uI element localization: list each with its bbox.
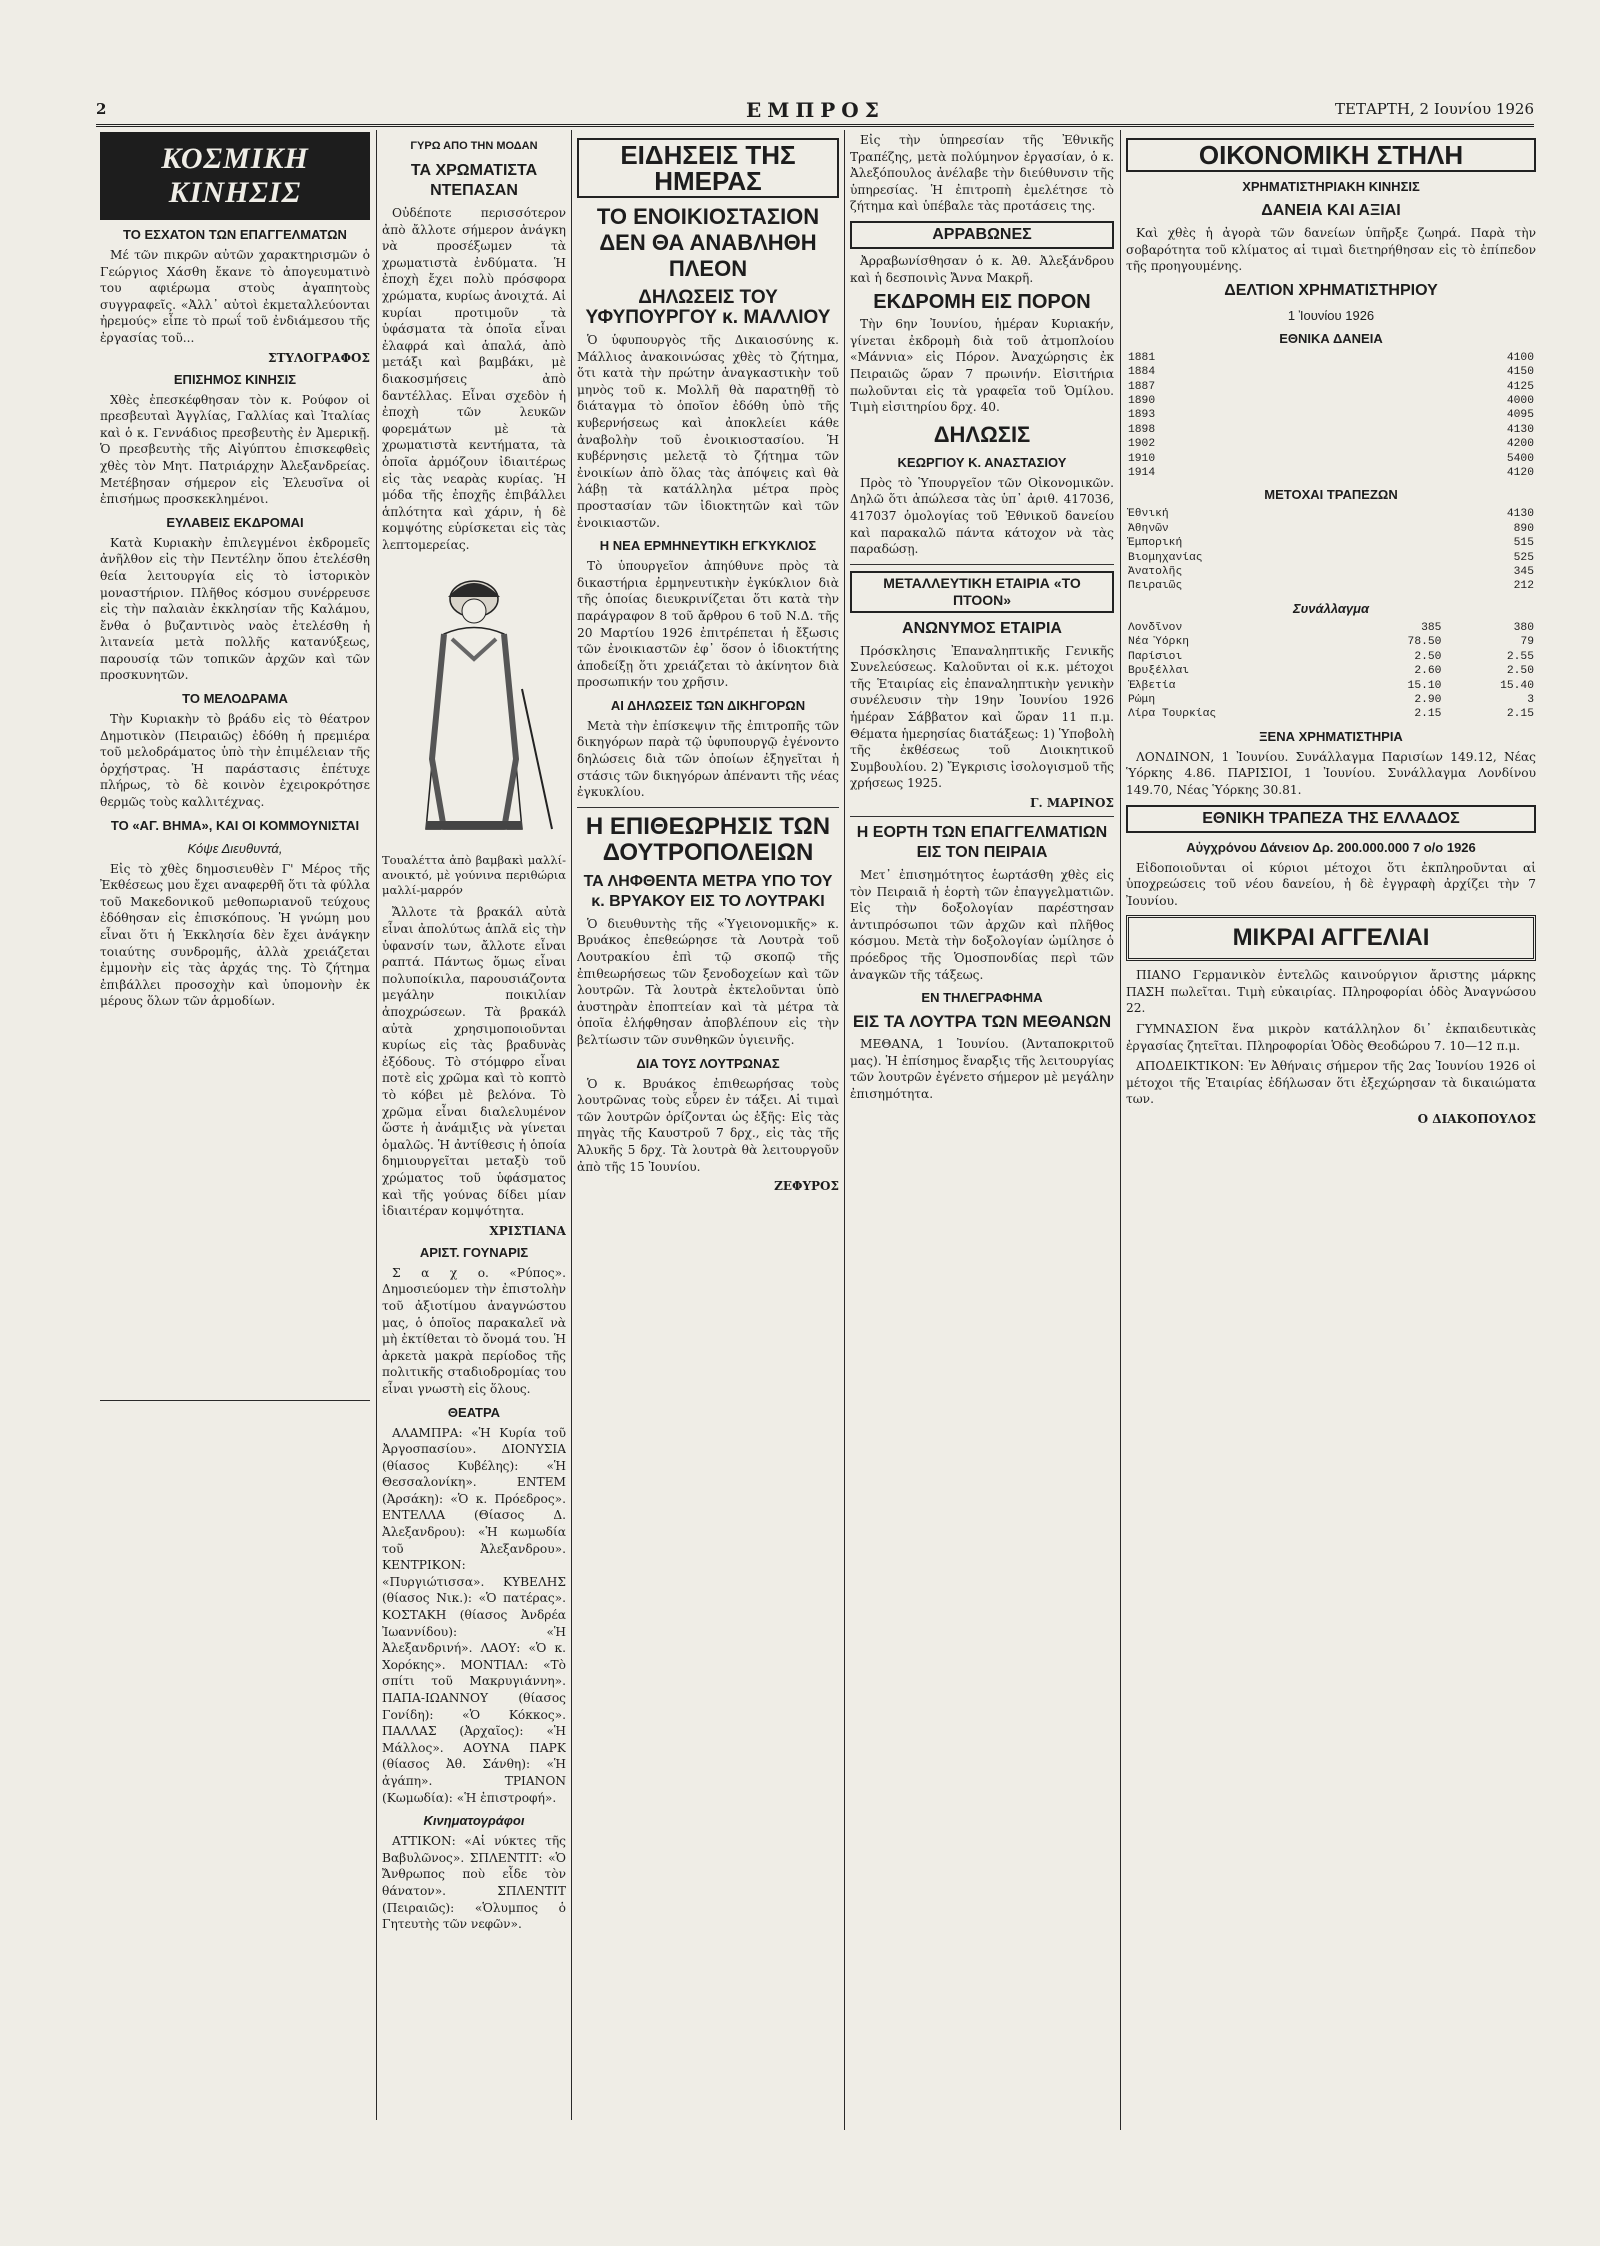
article-text: Εἰς τὴν ὑπηρεσίαν τῆς Ἐθνικῆς Τραπέζης, μετὰ πολύμηνον ἐργασίαν, ὁ κ. Ἀλεξόπουλος ἀνέλαβε τὴν διεύθυνσιν τῆς ὑπηρεσίας. Ἡ ἐπιτροπὴ ἐμελέτησε τὸ ζήτημα καὶ ὑπέβαλε τὰς προτάσεις της.: [850, 133, 1114, 214]
illustration-caption: Τουαλέττα ἀπὸ βαμβακὶ μαλλί-ανοικτό, μὲ γούνινα περιθώρια μαλλί-μαρρόν: [382, 853, 566, 898]
company-subtitle: ΑΝΩΝΥΜΟΣ ΕΤΑΙΡΙΑ: [902, 619, 1062, 637]
bank-notice-title: ΕΘΝΙΚΗ ΤΡΑΠΕΖΑ ΤΗΣ ΕΛΛΑΔΟΣ: [1126, 805, 1536, 833]
column-rule: [571, 130, 572, 2120]
loan-row: [1126, 423, 1536, 437]
article-title: ΤΟ ΕΣΧΑΤΟΝ ΤΩΝ ΕΠΑΓΓΕΛΜΑΤΩΝ: [123, 227, 347, 242]
article-title: ΧΡΗΜΑΤΙΣΤΗΡΙΑΚΗ ΚΙΝΗΣΙΣ: [1242, 179, 1420, 194]
bulletin-date: 1 Ἰουνίου 1926: [1287, 307, 1375, 323]
article-title: ΤΟ ΜΕΛΟΔΡΑΜΑ: [182, 691, 288, 707]
column-rule: [844, 130, 845, 2130]
bank-row: [1126, 551, 1536, 565]
table-cell: 4125: [1506, 380, 1534, 393]
article-text: ΜΕΘΑΝΑ, 1 Ἰουνίου. (Ἀνταποκριτοῦ μας). Ἡ ἐπίσημος ἔναρξις τῆς λειτουργίας τῶν λουτρῶν ἐγένετο σήμερον μὲ μεγάλην ἐπισημότητα.: [850, 1037, 1114, 1101]
exchange-row: [1126, 621, 1536, 635]
table-cell: 15.40: [1500, 679, 1534, 692]
article-text: Ὁ κ. Βρυάκος ἐπιθεωρήσας τοὺς λουτρῶνας τοὺς εὗρεν ἐν τάξει. Αἱ τιμαὶ τῶν λουτρῶν ὁρίζονται ὡς ἑξῆς: Εἰς τὰς πηγὰς τῆς Καυστροῦ 7 δρχ., εἰς τὰς τῆς Ἁλυκῆς 5 δρχ. Τὰ λουτρὰ θὰ λειτουργοῦν ἀπὸ τῆς 15 Ἰουνίου.: [577, 1076, 839, 1174]
fashion-figure-drawing: [382, 559, 566, 849]
table-cell: Ἑλβετία: [1128, 679, 1176, 692]
loan-row: [1126, 380, 1536, 394]
article-subheading: Η ΝΕΑ ΕΡΜΗΝΕΥΤΙΚΗ ΕΓΚΥΚΛΙΟΣ: [599, 538, 817, 554]
classified-ad: ΠΙΑΝΟ Γερμανικὸν ἐντελῶς καινούργιον ἄριστης μάρκης ΠΑΣΗ πωλεῖται. Τιμὴ εὐκαιρίας. Πληροφορίαι ὁδὸς Ἀναγνώσου 22.: [1126, 968, 1536, 1016]
article-subheading: ΕΝ ΤΗΛΕΓΡΑΦΗΜΑ: [921, 990, 1043, 1006]
subheadline: ΤΑ ΛΗΦΘΕΝΤΑ ΜΕΤΡΑ ΥΠΟ ΤΟΥ κ. ΒΡΥΑΚΟΥ ΕΙΣ ΤΟ ΛΟΥΤΡΑΚΙ: [583, 872, 833, 910]
article-text: Μετὰ τὴν ἐπίσκεψιν τῆς ἐπιτροπῆς τῶν δικηγόρων παρὰ τῷ ὑφυπουργῷ ἐγένοντο δηλώσεις διὰ τῶν ὁποίων ἐξηγεῖται ἡ στάσις τῶν δικηγόρων ἀπέναντι τῆς νέας ἐγκυκλίου.: [577, 718, 839, 800]
exchange-table: [1126, 621, 1536, 722]
article-title: ΕΥΛΑΒΕΙΣ ΕΚΔΡΟΜΑΙ: [166, 514, 304, 530]
table-cell: 15.10: [1407, 679, 1442, 692]
article-subheading: ΑΙ ΔΗΛΩΣΕΙΣ ΤΩΝ ΔΙΚΗΓΟΡΩΝ: [610, 697, 806, 713]
classified-ad: ΓΥΜΝΑΣΙΟΝ ἕνα μικρὸν κατάλληλον δι᾽ ἐκπαιδευτικὰς ἐργασίας ζητεῖται. Πληροφορίαι Ὁδὸς Θεοδώρου 7. 10—12 π.μ.: [1126, 1022, 1536, 1053]
article-title: Η ΕΟΡΤΗ ΤΩΝ ΕΠΑΓΓΕΛΜΑΤΙΩΝ ΕΙΣ ΤΟΝ ΠΕΙΡΑΙΑ: [856, 824, 1108, 862]
table-cell: 890: [1513, 522, 1534, 535]
notice-text: Ἀρραβωνίσθησαν ὁ κ. Ἀθ. Ἀλεξάνδρου καὶ ἡ δεσποινὶς Ἄννα Μακρῆ.: [850, 253, 1114, 285]
table-cell: 1910: [1128, 452, 1156, 465]
article-text: Ὁ διευθυντὴς τῆς «Ὑγειονομικῆς» κ. Βρυάκος ἐπεθεώρησε τὰ Λουτρὰ τοῦ Λουτρακίου ἐπὶ τῷ σκοπῷ τῆς ἐπιθεωρήσεως τῶν ξενοδοχείων καὶ τῶν λουτρῶν. Τὰ λουτρὰ ἐκτελοῦνται ὑπὸ ἀυστηρὰν ἐποπτείαν καὶ τὰ μέτρα τὰ ὁποῖα ἐλήφθησαν ἀποβλέπουν εἰς τὴν βελτίωσιν τῶν συνθηκῶν ὑγιεινῆς.: [577, 916, 839, 1047]
section-title-news: ΕΙΔΗΣΕΙΣ ΤΗΣ ΗΜΕΡΑΣ: [577, 138, 839, 198]
table-cell: Λονδῖνον: [1128, 621, 1183, 634]
table-cell: 4095: [1506, 409, 1534, 422]
table-cell: 2.60: [1414, 665, 1442, 678]
loan-row: [1126, 351, 1536, 365]
table-cell: 4130: [1506, 508, 1534, 521]
article-signature: ΧΡΙΣΤΙΑΝΑ: [489, 1223, 566, 1238]
loan-row: [1126, 365, 1536, 379]
table-cell: Βιομηχανίας: [1128, 551, 1203, 564]
bank-notice-text: Εἰδοποιοῦνται οἱ κύριοι μέτοχοι ὅτι ἐκπληροῦνται αἱ ὑποχρεώσεις τοῦ νέου δανείου, ἡ δὲ ἐγγραφὴ ἀρχίζει τὴν 7 Ἰουνίου.: [1126, 860, 1536, 908]
table-cell: Λίρα Τουρκίας: [1128, 708, 1217, 721]
table-cell: 1898: [1128, 423, 1156, 436]
table-cell: 79: [1520, 636, 1534, 649]
theatre-listings: ΑΛΑΜΠΡΑ: «Ἡ Κυρία τοῦ Ἀργοσπασίου». ΔΙΟΝΥΣΙΑ (θίασος Κυβέλης): «Ἡ Θεσσαλονίκη». ΕΝΤΕΜ (Ἀρσάκη): «Ὁ κ. Πρόεδρος». ΕΝΤΕΛΛΑ (Θίασος Δ. Ἀλεξανδρου): «Ἡ κωμωδία τοῦ Ἀλεξανδρου». ΚΕΝΤΡΙΚΟΝ: «Πυργιώτισσα». ΚΥΒΕΛΗΣ (θίασος Νικ.): «Ὁ πατέρας». ΚΟΣΤΑΚΗ (θίασος Ἀνδρέα Ἰωαννίδου): «Ἡ Ἀλεξανδρινή». ΛΑΟΥ: «Ὁ κ. Χορόκης». ΜΟΝΤΙΑΛ: «Τὸ σπίτι τοῦ Μακρυγιάννη». ΠΑΠΑ-ΙΩΑΝΝΟΥ (θίασος Γονίδη): «Ὁ Κόκκος». ΠΑΛΛΑΣ (Ἀρχαῖος): «Ἡ Μάλλος». ΑΟΥΝΑ ΠΑΡΚ (θίασος Ἀθ. Σάνθη): «Ἡ ἀγάπη». ΤΡΙΑΝΟΝ (Κωμωδία): «Ἡ ἐπιστροφή».: [382, 1425, 566, 1805]
article-signature: ΣΤΥΛΟΓΡΑΦΟΣ: [268, 350, 370, 365]
exchange-row: [1126, 664, 1536, 678]
exchange-row: [1126, 679, 1536, 693]
loans-table: [1126, 351, 1536, 481]
theatre-title: ΘΕΑΤΡΑ: [447, 1404, 501, 1420]
article-text: Ὁ ὑφυπουργὸς τῆς Δικαιοσύνης κ. Μάλλιος ἀνακοινώσας χθὲς τὸ ζήτημα, ὅτι κατὰ τὴν πρώτην ἀναγκαστικὴν τοῦ μηνὸς τοῦ κ. Μολλῆ θὰ παρατηθῇ τὸ διάταγμα τὸ ὁποῖον ἐδόθη ὑπὸ τῆς κυβερνήσεως καὶ ἀποκλείει κάθε ἀναβολὴν τοῦ ἐνοικιοστασίου. Ἡ κυβέρνησις μελετᾷ τὸ ζήτημα τῶν ἐνοικίων ἀπὸ ὅλας τὰς ἀπόψεις καὶ θὰ λάβῃ τὰ κατάλληλα μέτρα πρὸς προστασίαν τῶν ἰδιοκτητῶν καὶ τῶν ἐνοικιαστῶν.: [577, 333, 839, 530]
bank-row: [1126, 507, 1536, 521]
table-cell: 525: [1513, 551, 1534, 564]
article-text: Μέ τῶν πικρῶν αὐτῶν χαρακτηρισμῶν ὁ Γεώργιος Χάσθη ἔκανε τὸ ἀπογευματινὸ του αφιέρωμα στοὺς ἀγαπητοὺς συγγραφεῖς. «Ἀλλ᾽ αὐτοὶ ἐκμεταλλεύονται ἠρεμούς» εἶπε τὸ πρωΐ τοῦ ἐνδιάμεσου τῆς ἐργασίας τοῦ...: [100, 248, 370, 345]
table-cell: 1887: [1128, 380, 1156, 393]
article-title: ΕΙΣ ΤΑ ΛΟΥΤΡΑ ΤΩΝ ΜΕΘΑΝΩΝ: [852, 1012, 1112, 1032]
bank-row: [1126, 565, 1536, 579]
headline: ΤΟ ΕΝΟΙΚΙΟΣΤΑΣΙΟΝ ΔΕΝ ΘΑ ΑΝΑΒΛΗΘΗ ΠΛΕΟΝ: [596, 204, 820, 281]
table-cell: Ἐμπορική: [1128, 537, 1183, 550]
table-cell: Ἐθνική: [1128, 508, 1169, 521]
table-cell: 1914: [1128, 467, 1156, 480]
column-economy: [1126, 132, 1536, 2122]
exchange-row: [1126, 707, 1536, 721]
notice-title: ΑΡΡΑΒΩΝΕΣ: [850, 221, 1114, 249]
table-cell: 4120: [1506, 467, 1534, 480]
loan-row: [1126, 394, 1536, 408]
table-cell: Νέα Ὑόρκη: [1128, 636, 1190, 649]
article-kicker: ΓΥΡΩ ΑΠΟ ΤΗΝ ΜΟΔΑΝ: [410, 140, 538, 152]
article-text: Οὐδέποτε περισσότερον ἀπὸ ἄλλοτε σήμερον ἀνάγκη νὰ προσέξωμεν τὰ χρωματιστὰ ἐνδύματα. Ἡ ἐποχὴ ἔχει πολὺ πρόσφορα χρώματα, κυρίως ἀνοιχτά. Αἱ κυρίαι προτιμοῦν τὰ ὑφάσματα τὰ ὁποῖα εἶναι ἐλαφρά καὶ ἁπαλά, ἀπὸ μετάξι καὶ βαμβάκι, μὲ διακοσμήσεις ἀπὸ δαντέλλας. Εἶναι σχεδὸν ἡ ἐποχὴ τῶν λευκῶν φορεμάτων μὲ τὰ χρωματιστὰ κεντήματα, τὰ ὁποῖα ἀρμόζουν ἰδιαιτέρως εἰς τὰς νεαρὰς κυρίας. Ἡ μόδα τῆς ἐποχῆς ἐπιβάλλει ἁπλότητα καὶ χάριν, ἡ δὲ κομψότης εὑρίσκεται εἰς τὰς λεπτομερείας.: [382, 206, 566, 552]
table-cell: 4000: [1506, 395, 1534, 407]
column-rule: [1120, 130, 1121, 2130]
article-text: Τὴν Κυριακὴν τὸ βράδυ εἰς τὸ θέατρον Δημοτικὸν (Πειραιῶς) ἐδόθη ἡ πρεμιέρα τοῦ μελοδράματος ὑπὸ τὴν ἐπιμέλειαν τῆς ὀρχήστρας. Ἡ παράστασις ἐπέτυχε πλήρως, τὸ δὲ κοινὸν ἐχειροκρότησε θερμῶς τοὺς καλλιτέχνας.: [100, 712, 370, 810]
table-cell: 1893: [1128, 409, 1156, 422]
table-cell: 2.55: [1506, 650, 1534, 663]
classified-title: ΜΙΚΡΑΙ ΑΓΓΕΛΙΑΙ: [1126, 915, 1536, 961]
fashion-illustration: [382, 559, 566, 849]
article-title: ΕΠΙΣΗΜΟΣ ΚΙΝΗΣΙΣ: [173, 371, 297, 387]
banks-table: [1126, 507, 1536, 593]
loan-row: [1126, 408, 1536, 422]
table-cell: Παρίσιοι: [1128, 650, 1183, 663]
notice-signature: Γ. ΜΑΡΙΝΟΣ: [1029, 796, 1114, 811]
table-cell: 2.50: [1506, 665, 1534, 678]
table-cell: 2.15: [1414, 708, 1442, 721]
article-text: Σ α χ ο. «Ρύπος». Δημοσιεύομεν τὴν ἐπιστολὴν τοῦ ἀξιοτίμου ἀναγνώστου μας, ὁ ὁποῖος παρακαλεῖ νὰ μὴ ἐκτίθεται τὸ ὄνομά του. Ἡ ἀρκετὰ μακρὰ περίοδος τῆς πολιτικῆς σταδιοδρομίας του εἶναι γνωστὴ εἰς ὅλους.: [382, 1265, 566, 1396]
notice-text: Τὴν 6ην Ἰουνίου, ἡμέραν Κυριακήν, γίνεται ἐκδρομὴ διὰ τοῦ ἀτμοπλοίου «Μάννια» εἰς Πόρον. Ἀναχώρησις ἐκ Πειραιῶς ὥραν 7 πρωινήν. Εἰσιτήρια πωλοῦνται εἰς τὰ γραφεῖα τοῦ Ὁμίλου. Τιμὴ εἰσιτηρίου δρχ. 40.: [850, 317, 1114, 415]
table-heading: ΜΕΤΟΧΑΙ ΤΡΑΠΕΖΩΝ: [1264, 487, 1398, 503]
table-cell: Ἀνατολῆς: [1128, 566, 1183, 579]
masthead: [96, 98, 1534, 127]
classified-signature: Ο ΔΙΑΚΟΠΟΥΛΟΣ: [1417, 1112, 1536, 1127]
article-text: Μετ᾽ ἐπισημότητος ἑωρτάσθη χθὲς εἰς τὸν Πειραιᾶ ἡ ἑορτὴ τῶν ἐπαγγελματιῶν. Εἰς τὴν δοξολογίαν παρέστησαν ἀντιπρόσωποι τῶν ἀρχῶν καὶ πλῆθος κόσμου. Μετὰ τὴν δοξολογίαν ὡμίλησε ὁ πρόεδρος τῆς Ὁμοσπονδίας περὶ τῶν ἀναγκῶν τῆς τάξεως.: [850, 868, 1114, 982]
divider: [577, 807, 839, 808]
page-number: 2: [96, 100, 107, 118]
article-subtitle: ΔΑΝΕΙΑ ΚΑΙ ΑΞΙΑΙ: [1261, 202, 1401, 219]
column-news: [577, 132, 839, 2122]
loan-row: [1126, 452, 1536, 466]
notice-title: ΔΗΛΩΣΙΣ: [933, 421, 1031, 447]
table-heading: Συνάλλαγμα: [1292, 600, 1370, 616]
article-text: Ἄλλοτε τὰ βρακάλ αὐτὰ εἶναι ἀπολύτως ἁπλᾶ εἰς τὴν ὑφανσίν των, ἄλλοτε εἶναι ραπτά. Πάντως ὅμως εἶναι πολυποίκιλα, παρουσιάζοντα μεγάλην ποικιλίαν ἀποχρώσεων. Τὰ βρακάλ αὐτὰ χρησιμοποιοῦνται κυρίως εἰς τὰς βραδυνὰς ἐξόδους. Τὸ στόμφρο εἶναι ποτὲ εἰς χρῶμα καὶ τὸ κοπτὸ τὸ κόβει μὲ βελόνα. Τὸ χρῶμα εἶναι διαλελυμένον ὥστε ἡ ἀνάμιξις νὰ γίνεται ὁμαλῶς. Ἡ ἀντίθεσις ἡ ὁποία δημιουργεῖται μεταξὺ τοῦ χρώματος τοῦ ὑφάσματος καὶ τῆς γούνας δίδει μίαν ἰδιαιτέραν κομψότητα.: [382, 905, 566, 1219]
article-title: ΤΑ ΧΡΩΜΑΤΙΣΤΑ ΝΤΕΠΑΣΑΝ: [410, 162, 538, 199]
cinema-listings: ΑΤΤΙΚΟΝ: «Αἱ νύκτες τῆς Βαβυλῶνος». ΣΠΛΕΝΤΙΤ: «Ὁ Ἄνθρωπος ποὺ εἶδε τὸν θάνατον». ΣΠΛΕΝΤΙΤ (Πειραιῶς): «Ὁλυμπος ὁ Γητευτὴς τῶν νεφῶν».: [382, 1834, 566, 1932]
table-cell: Ἀθηνῶν: [1128, 522, 1169, 535]
article-text: Καὶ χθὲς ἡ ἀγορὰ τῶν δανείων ὑπῆρξε ζωηρά. Παρὰ τὴν σοβαρότητα τοῦ κλίματος αἱ τιμαὶ διετηρήθησαν εἰς τὸ ἐπίπεδον τῆς προηγουμένης.: [1126, 226, 1536, 274]
article-title: ΞΕΝΑ ΧΡΗΜΑΤΙΣΤΗΡΙΑ: [1259, 728, 1403, 744]
article-subtitle: Κόψε Διευθυντά,: [187, 840, 283, 856]
bank-row: [1126, 579, 1536, 593]
table-cell: 4130: [1506, 423, 1534, 436]
article-text: Κατὰ Κυριακὴν ἐπιλεγμένοι ἐκδρομεῖς ἀνῆλθον εἰς τὴν Πεντέλην ὅπου ἐτελέσθη θεία λειτουργία εἰς τὸ ἱστορικὸν μοναστήριον. Πλῆθος κόσμου συνέρρευσε εἰς τὴν παλαιὰν ἐκκλησίαν τῆς Καλάμου, ἔνθα ὁ βυζαντινὸς ναὸς ἐτελέσθη ἡ λιτανεία μετὰ πολλῆς κατανύξεως, παρουσίᾳ τῶν τοπικῶν ἀρχῶν καὶ τῶν προσκυνητῶν.: [100, 535, 370, 683]
column-society: [100, 132, 370, 2112]
table-cell: 1890: [1128, 395, 1156, 407]
notice-text: Πρὸς τὸ Ὑπουργεῖον τῶν Οἰκονομικῶν. Δηλῶ ὅτι ἀπώλεσα τὰς ὑπ᾽ ἀριθ. 417036, 417037 ὁμολογίας τοῦ Ἐθνικοῦ δανείου καὶ παρακαλῶ πάντα κάτοχον νὰ τὰς παραδώσῃ.: [850, 475, 1114, 557]
bank-notice-subtitle: Αὐγχρόνου Δάνειον Δρ. 200.000.000 7 ο/ο 1926: [1186, 839, 1476, 855]
column-fashion: [382, 132, 566, 2112]
divider: [850, 564, 1114, 565]
article-text: Εἰς τὸ χθὲς δημοσιευθὲν Γ' Μέρος τῆς Ἐκθέσεως μου ἔχει αναφερθῆ ὅτι τὰ φύλλα τοῦ Μακεδονικοῦ μεθοπωριανοῦ τεύχους ἐδόθησαν εἰς ἐπισκόπους. Ἡ γνώμη μου εἶναι ὅτι ἡ Ἐκκλησία δὲν ἔχει ἀνάγκην τοιαύτης συνδρομῆς, ἀλλὰ χρειάζεται ἐμμονὴν εἰς τὰς ἀρχάς της. Τὸ ζήτημα ἐπιβάλλει προσοχὴν καὶ ὑπομονὴν ἐκ μέρους ὅλων τῶν ἁρμοδίων.: [100, 861, 370, 1009]
section-title-economy: ΟΙΚΟΝΟΜΙΚΗ ΣΤΗΛΗ: [1126, 138, 1536, 172]
issue-date: ΤΕΤΑΡΤΗ, 2 Ιουνίου 1926: [1335, 100, 1534, 118]
column-rule: [376, 130, 377, 2120]
table-cell: 515: [1513, 537, 1534, 550]
table-cell: 4150: [1506, 366, 1534, 379]
newspaper-name: ΕΜΠΡΟΣ: [746, 98, 885, 122]
table-heading: ΕΘΝΙΚΑ ΔΑΝΕΙΑ: [1279, 330, 1383, 346]
exchange-row: [1126, 650, 1536, 664]
table-cell: 4100: [1506, 351, 1534, 364]
subheadline: ΔΗΛΩΣΕΙΣ ΤΟΥ ΥΦΥΠΟΥΡΓΟΥ κ. ΜΑΛΛΙΟΥ: [585, 287, 831, 328]
table-cell: 1902: [1128, 438, 1156, 451]
article-title: ΤΟ «ΑΓ. ΒΗΜΑ», ΚΑΙ ΟΙ ΚΟΜΜΟΥΝΙΣΤΑΙ: [110, 817, 360, 833]
table-cell: 1884: [1128, 366, 1156, 379]
company-notice-text: Πρόσκλησις Ἐπαναληπτικῆς Γενικῆς Συνελεύσεως. Καλοῦνται οἱ κ.κ. μέτοχοι τῆς Ἑταιρίας εἰς ἐπαναληπτικὴν γενικὴν συνέλευσιν τὴν 19ην Ἰουνίου 1926 ἡμέραν Σάββατον καὶ ὥραν 11 π.μ. Θέματα ἡμερησίας διατάξεως: 1) Ὑποβολὴ τῆς ἐκθέσεως τοῦ Διοικητικοῦ Συμβουλίου. 2) Ἔγκρισις ἰσολογισμοῦ τῆς χρήσεως 1925.: [850, 643, 1114, 791]
table-cell: 1881: [1128, 351, 1156, 364]
notice-subtitle: ΚΕΩΡΓΙΟΥ Κ. ΑΝΑΣΤΑΣΙΟΥ: [897, 454, 1067, 470]
table-cell: 2.90: [1414, 693, 1442, 706]
article-text: Χθὲς ἐπεσκέφθησαν τὸν κ. Ρούφον οἱ πρεσβευταὶ Ἀγγλίας, Γαλλίας καὶ Ἰταλίας καὶ ὁ κ. Γεννάδιος πρεσβευτὴς ἐν Ἀμερικῇ. Ὁ πρεσβευτὴς τῆς Αἰγύπτου ἐπισκεφθεὶς χθὲς τὸν Μητ. Πατριάρχην Ἀλεξανδρείας. Μετέβησαν σήμερον εἰς Ἐλευσῖνα οἱ ἐπισήμως προσκεκλημένοι.: [100, 392, 370, 507]
table-cell: 2.50: [1414, 650, 1442, 663]
article-text: ΛΟΝΔΙΝΟΝ, 1 Ἰουνίου. Συνάλλαγμα Παρισίων 149.12, Νέας Ὑόρκης 4.86. ΠΑΡΙΣΙΟΙ, 1 Ἰουνίου. Συνάλλαγμα Λονδίνου 149.70, Νέας Ὑόρκης 30.81.: [1126, 749, 1536, 797]
loan-row: [1126, 437, 1536, 451]
table-cell: Πειραιῶς: [1128, 580, 1183, 593]
bank-row: [1126, 536, 1536, 550]
bank-row: [1126, 522, 1536, 536]
exchange-row: [1126, 693, 1536, 707]
table-cell: 5400: [1506, 452, 1534, 465]
table-cell: 385: [1421, 621, 1442, 634]
company-title: ΜΕΤΑΛΛΕΥΤΙΚΗ ΕΤΑΙΡΙΑ «ΤΟ ΠΤΟΟΝ»: [850, 571, 1114, 613]
bulletin-title: ΔΕΛΤΙΟΝ ΧΡΗΜΑΤΙΣΤΗΡΙΟΥ: [1224, 281, 1438, 299]
loan-row: [1126, 466, 1536, 480]
cinema-title: Κινηματογράφοι: [423, 1813, 525, 1829]
article-text: Τὸ ὑπουργεῖον ἀπηύθυνε πρὸς τὰ δικαστήρια ἐρμηνευτικὴν ἐγκύκλιον διὰ τῆς ὁποίας διευκρινίζεται ὅτι κατὰ τὴν παράγραφον 8 τοῦ ἄρθρου 6 τοῦ Ν.Δ. τῆς 20 Μαρτίου 1926 ἐπιτρέπεται ἡ ἔξωσις τῶν ἐνοικιαστῶν ἐφ᾽ ὅσον ὁ ἰδιοκτήτης ἀποδείξῃ ὅτι χρειάζεται τὸ ἀκίνητον διὰ προσωπικήν του χρῆσιν.: [577, 559, 839, 690]
column-notices: [850, 132, 1114, 2122]
divider: [850, 816, 1114, 817]
article-subheading: ΔΙΑ ΤΟΥΣ ΛΟΥΤΡΩΝΑΣ: [636, 1055, 780, 1071]
table-cell: 4200: [1506, 438, 1534, 451]
exchange-row: [1126, 635, 1536, 649]
table-cell: 380: [1513, 621, 1534, 634]
table-cell: 212: [1513, 580, 1534, 593]
table-cell: Βρυξέλλαι: [1128, 665, 1190, 678]
table-cell: Ρώμη: [1128, 693, 1156, 706]
article-signature: ΖΕΦΥΡΟΣ: [774, 1179, 839, 1194]
table-cell: 345: [1513, 566, 1534, 579]
table-cell: 2.15: [1506, 708, 1534, 721]
classified-ad: ΑΠΟΔΕΙΚΤΙΚΟΝ: Ἐν Ἀθήναις σήμερον τῆς 2ας Ἰουνίου 1926 οἱ μέτοχοι τῆς Ἑταιρίας ἐδήλωσαν ὅτι ἐξεχώρησαν τὰ δικαιώματα των.: [1126, 1059, 1536, 1107]
table-cell: 78.50: [1407, 636, 1442, 649]
article-title: ΑΡΙΣΤ. ΓΟΥΝΑΡΙΣ: [419, 1244, 529, 1260]
section-title-society: ΚΟΣΜΙΚΗ ΚΙΝΗΣΙΣ: [100, 132, 370, 220]
headline: Η ΕΠΙΘΕΩΡΗΣΙΣ ΤΩΝ ΔΟΥΤΡΟΠΟΛΕΙΩΝ: [585, 812, 831, 866]
table-cell: 3: [1527, 693, 1534, 706]
notice-title: ΕΚΔΡΟΜΗ ΕΙΣ ΠΟΡΟΝ: [873, 291, 1091, 314]
